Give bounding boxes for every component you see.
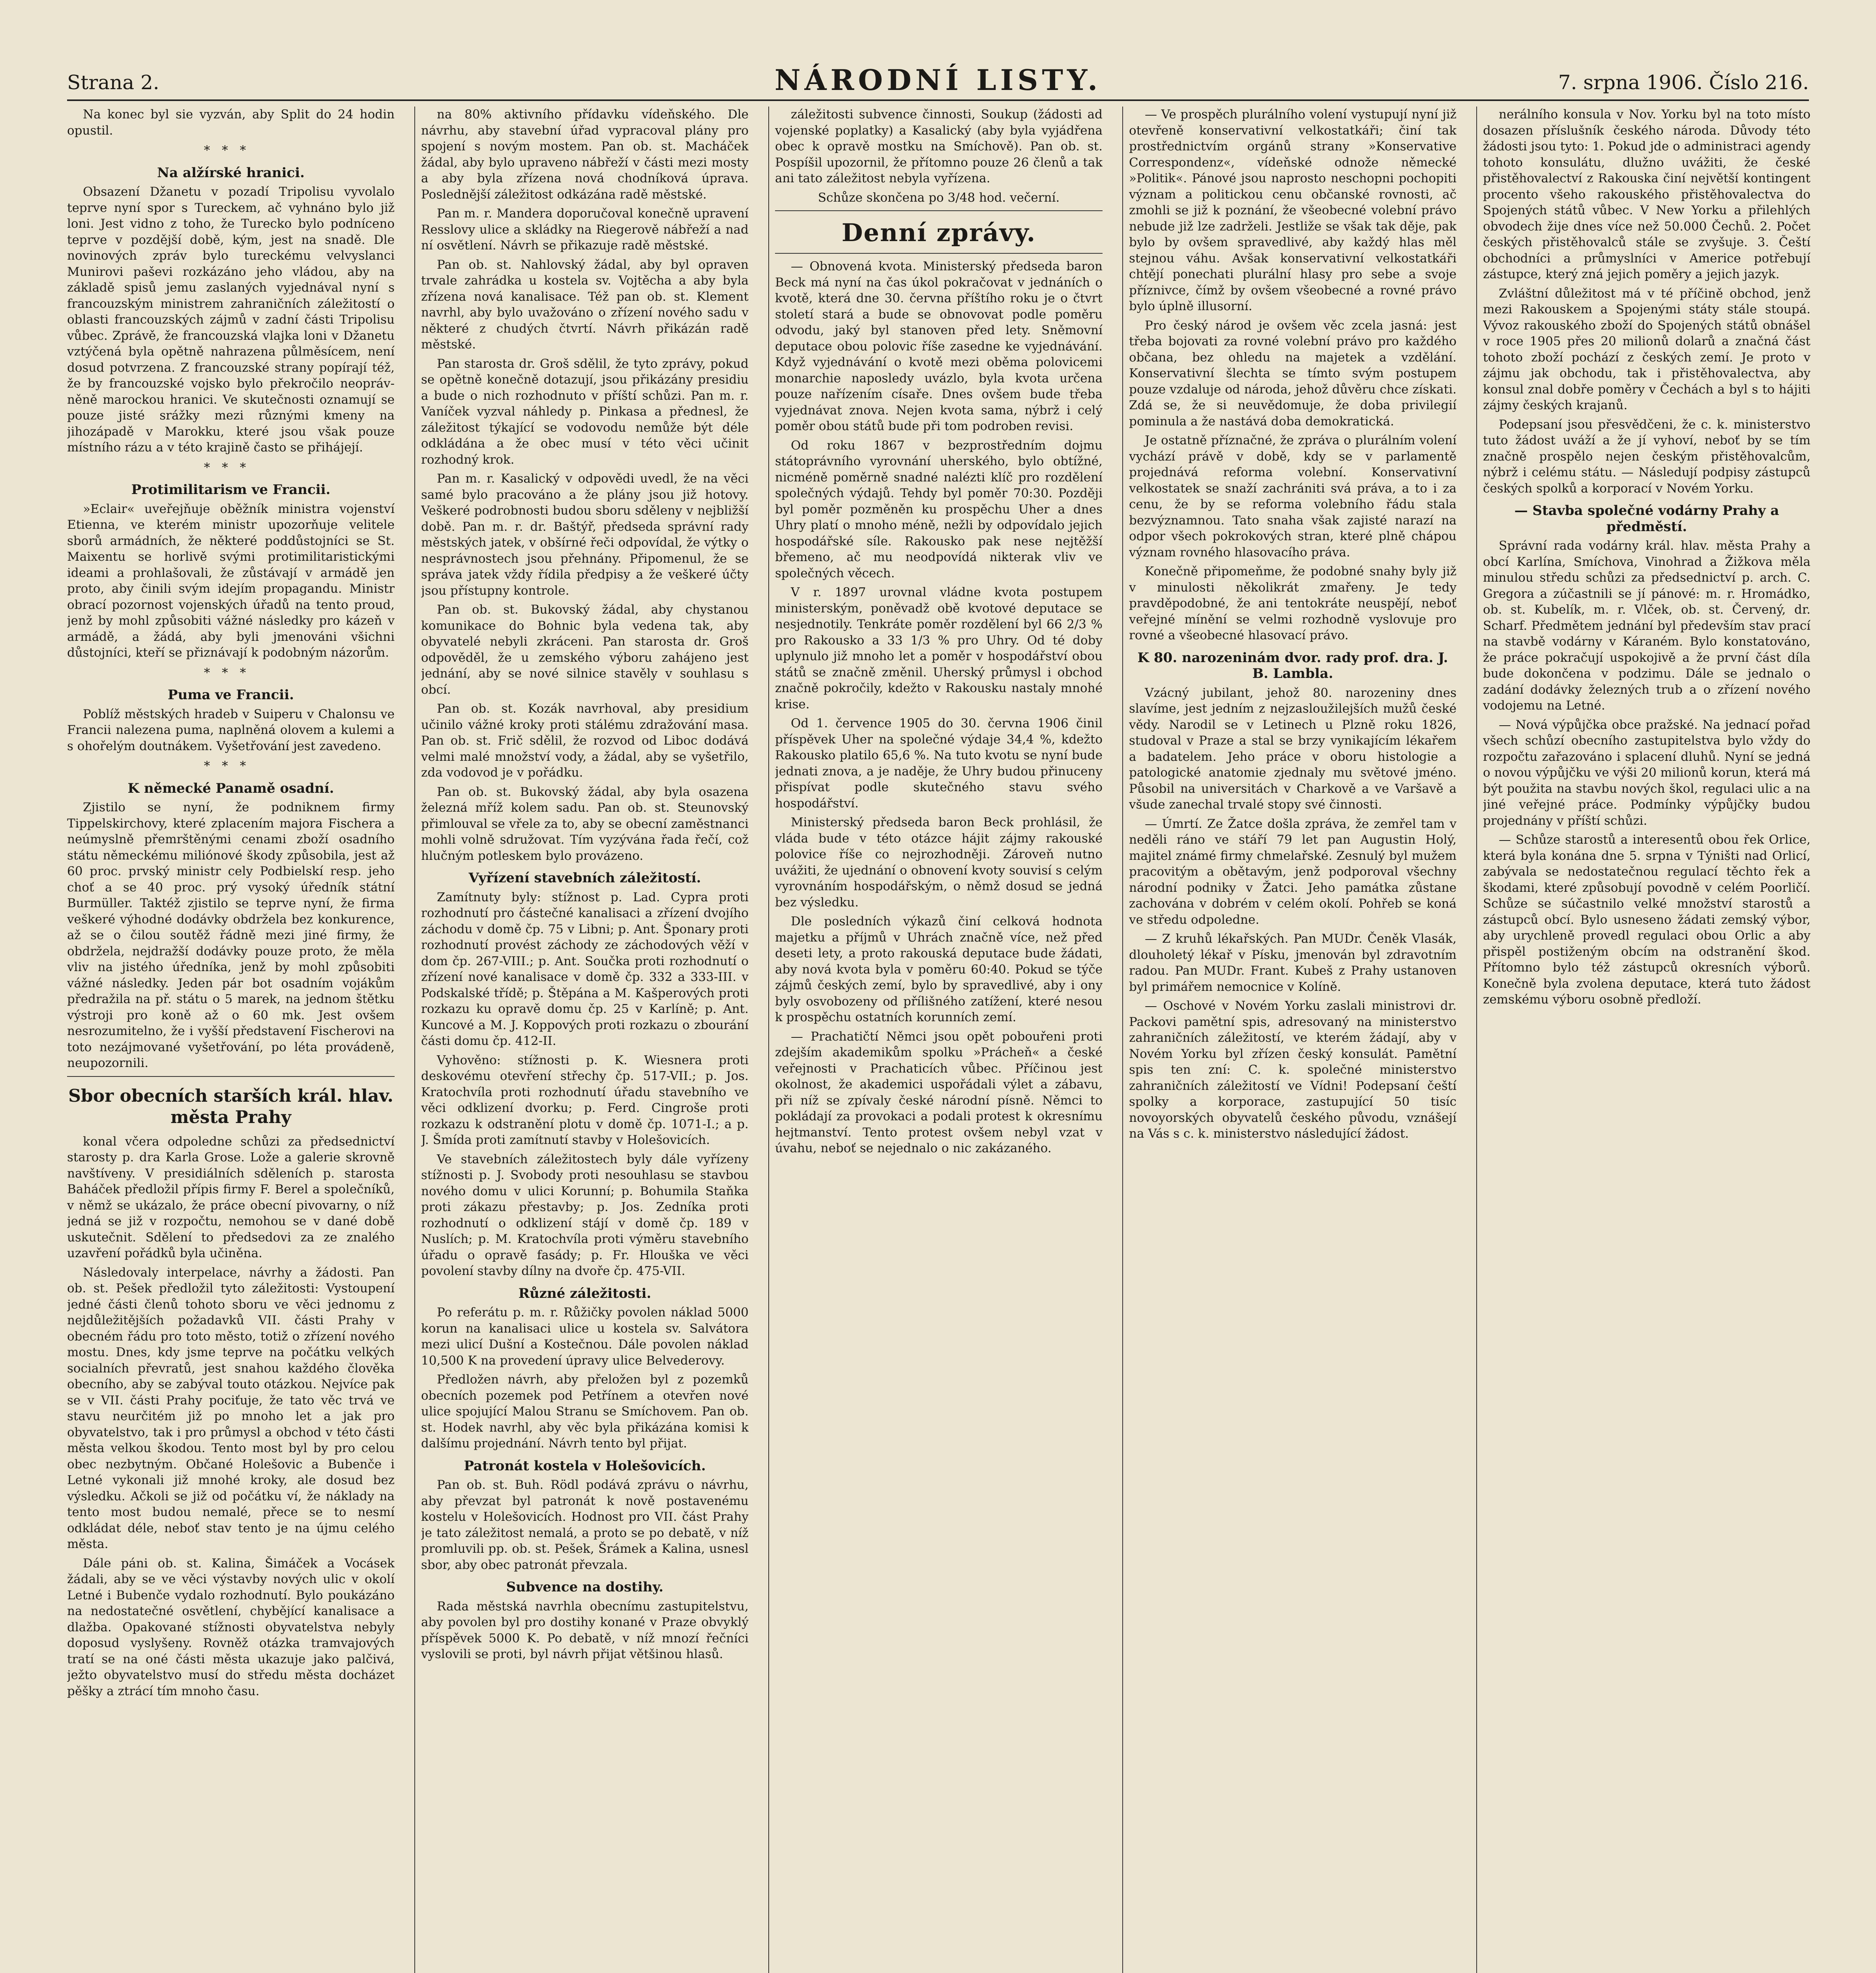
column-4: [1129, 107, 1457, 1973]
paragraph: Pan ob. st. Kozák navrhoval, aby presidium učinilo vážné kroky proti stálému zdražování masa. Pan ob. st. Frič sdělil, že rozvod od Liboc dodává velmi malé množství vody, a žádal, aby se vyšetřilo, zda vodovod je v pořádku.: [421, 702, 749, 780]
paragraph: »Eclair« uveřejňuje oběžník ministra vojenství Etienna, ve kterém ministr upozorňuje velitele sborů armádních, že některé poddůstojníci se St. Maixentu se horlivě svými protimilitaristickými ideami a prohlašovali, že zůstávají v armádě jen proto, aby činili svým idejím propagandu. Ministr obrací pozornost vojenských úřadů na tento proud, jenž by mohl způsobiti vážné následky pro kázeň v armádě, a žádá, aby byli jmenováni všichni důstojníci, kteří se přiznávají k podobným názorům.: [67, 502, 395, 660]
paragraph: Zvláštní důležitost má v té příčině obchod, jenž mezi Rakouskem a Spojenými státy stále stoupá. Vývoz rakouského zboží do Spojených států obnášel v roce 1905 přes 20 milionů dolarů a značná část tohoto zboží pochází z českých zemí. Je proto v zájmu jak obchodu, tak i přistěhovalectva, aby konsul znal dobře poměry v Čechách a byl s to hájiti zájmy českých krajanů.: [1483, 286, 1810, 412]
paragraph: — Nová výpůjčka obce pražské. Na jednací pořad všech schůzí obecního zastupitelstva bylo vždy do rozpočtu zařazováno i splacení dluhů. Nyní se jedná o novou výpůjčku ve výši 20 milionů korun, která má být použita na stavbu nových škol, regulaci ulic a na jiné veřejné práce. Podmínky výpůjčky budou projednány v příští schůzi.: [1483, 717, 1810, 828]
paragraph: Pan m. r. Mandera doporučoval konečně upravení Resslovy ulice a skládky na Riegerově nábřeží a nad ní osvětlení. Návrh se přikazuje radě městské.: [421, 206, 749, 253]
article-columns: [67, 107, 1811, 1973]
paragraph: Na konec byl sie vyzván, aby Split do 24 hodin opustil.: [67, 107, 395, 138]
separator-stars: ***: [204, 759, 258, 773]
paragraph: na 80% aktivního přídavku vídeňského. Dle návrhu, aby stavební úřad vypracoval plány pro spojení s novým mostem. Pan ob. st. Macháček žádal, aby bylo upraveno nábřeží v části mezi mosty a aby byla zřízena nová chodníková úprava. Poslednější záležitost odkázána radě městské.: [421, 107, 749, 202]
headline: Různé záležitosti.: [518, 1285, 652, 1301]
page-number: Strana 2.: [67, 71, 159, 94]
column-5: [1483, 107, 1810, 1973]
paragraph: Je ostatně příznačné, že zpráva o plurálním volení vychází právě v době, kdy se v parlamentě projednává reforma volební. Konservativní velkostatek se snaží zachrániti svá práva, a to i za cenu, že by se reforma volebního řádu stala bezvýznamnou. Tato snaha však zajisté narazí na odpor všech pokrokových stran, které plně chápou význam rovného hlasovacího práva.: [1129, 433, 1457, 560]
paragraph: — Prachatičtí Němci jsou opět pobouřeni proti zdejším akademikům spolku »Prácheň« a české veřejnosti v Prachaticích vůbec. Příčinou jest okolnost, že akademici uspořádali výlet a zábavu, při níž se zpívaly české národní písně. Němci to pokládají za provokaci a podali protest k okresnímu hejtmanství. Tento protest ovšem nebyl vzat v úvahu, neboť se nejednalo o nic zakázaného.: [775, 1029, 1103, 1155]
paragraph: — Oschové v Novém Yorku zaslali ministrovi dr. Packovi pamětní spis, adresovaný na ministerstvo zahraničních záležitostí, ve kterém žádají, aby v Novém Yorku byl zřízen český konsulát. Pamětní spis ten zní: C. k. společné ministerstvo zahraničních záležitostí ve Vídni! Podepsaní čeští spolky a korporace, zastupující 50 tisíc novoyorských obyvatelů českého původu, vznášejí na Vás s c. k. ministerstvo následující žádost.: [1129, 999, 1457, 1141]
paragraph: Dle posledních výkazů činí celková hodnota majetku a příjmů v Uhrách značně více, než před deseti lety, a proto rakouská deputace bude žádati, aby nová kvota byla v poměru 60:40. Pokud se týče zájmů českých zemí, bylo by spravedlivé, aby i ony byly osvobozeny od přílišného zatížení, které nesou k prospěchu ostatních korunních zemí.: [775, 914, 1103, 1024]
headline: Protimilitarism ve Francii.: [131, 482, 331, 498]
header-rule: [67, 99, 1809, 101]
column-divider: [1122, 107, 1123, 1973]
column-1: [67, 107, 395, 1973]
newspaper-title: NÁRODNÍ LISTY.: [774, 63, 1102, 97]
paragraph: Pan starosta dr. Groš sdělil, že tyto zprávy, pokud se opětně konečně dotazují, jsou přikázány presidiu a bude o nich rozhodnuto v příští schůzi. Pan m. r. Vaníček vyzval náhledy p. Pinkasa a přednesl, že záležitost týkající se vodovodu nemůže být déle odkládána a že obec musí v této věci učinit rozhodný krok.: [421, 356, 749, 467]
paragraph: Pan ob. st. Nahlovský žádal, aby byl opraven trvale zahrádka u kostela sv. Vojtěcha a aby byla zřízena nová kanalisace. Též pan ob. st. Klement navrhl, aby bylo uvažováno o zřízení nového sadu v některé z chudých čtvrtí. Návrh přikázán radě městské.: [421, 257, 749, 352]
headline: K 80. narozeninám dvor. rady prof. dra. J. B. Lambla.: [1137, 650, 1448, 681]
paragraph: — Obnovená kvota. Ministerský předseda baron Beck má nyní na čas úkol pokračovat v jednáních o kvotě, která dne 30. června příštího roku je o čtvrt století stará a bude se obnovovat podle poměru odvodu, jaký byl stanoven před lety. Sněmovní deputace obou polovic říše zasedne ke vyjednávání. Když vyjednávání o kvotě mezi oběma polovicemi monarchie naposledy uvázlo, byla kvota určena pouze nařízením císaře. Dnes ovšem bude třeba vyjednávat znova. Nejen kvota sama, nýbrž i celý poměr obou států bude při tom podroben revisi.: [775, 259, 1103, 433]
headline: — Stavba společné vodárny Prahy a předměstí.: [1514, 503, 1779, 535]
column-2: [421, 107, 749, 1973]
paragraph: konal včera odpoledne schůzi za předsednictví starosty p. dra Karla Grose. Lože a galerie skrovně navštíveny. V presidiálních sděleních p. starosta Baháček předložil přípis firmy F. Berel a společníků, v němž se ukázalo, že práce obecní pivovarny, o níž jedná se již v rozpočtu, nemohou se v dané době uskutečnit. Sdělení to předsedovi za ze znalého uzavření pořádků byla učiněna.: [67, 1134, 395, 1260]
paragraph: Vyhověno: stížnosti p. K. Wiesnera proti deskovému otevření střechy čp. 517-VII.; p. Jos. Kratochvíla proti rozhodnutí úřadu stavebního ve věci odklizení dvorku; p. Ferd. Cingroše proti rozkazu k odstranění plotu v domě čp. 1071-I.; a p. J. Šmída proti zamítnutí stavby v Holešovicích.: [421, 1053, 749, 1147]
divider: [775, 210, 1103, 211]
paragraph: — Schůze starostů a interesentů obou řek Orlice, která byla konána dne 5. srpna v Týništi nad Orlicí, zabývala se nedostatečnou regulací těchto řek a škodami, které způsobují povodně v celém Poorličí. Schůze se súčastnilo velké množství starostů a zástupců obcí. Bylo usneseno žádati zemský výbor, aby urychleně provedl regulaci obou Orlic a aby přispěl postiženým obcím na odstranění škod. Přítomno bylo též zástupců okresních výborů. Konečně byla zvolena deputace, která tuto žádost zemskému výboru osobně předloží.: [1483, 833, 1810, 1007]
paragraph: Pan ob. st. Buh. Rödl podává zprávu o návrhu, aby převzat byl patronát k nově postavenému kostelu v Holešovicích. Hodnost pro VII. část Prahy je tato záležitost nemalá, a proto se po debatě, v níž promluvili pp. ob. st. Pešek, Šrámek a Kalina, usnesl sbor, aby obec patronát převzala.: [421, 1478, 749, 1572]
column-divider: [768, 107, 769, 1973]
headline: Na alžírské hranici.: [157, 165, 305, 181]
divider: [775, 253, 1103, 254]
paragraph: Po referátu p. m. r. Růžičky povolen náklad 5000 korun na kanalisaci ulice u kostela sv. Salvátora mezi ulicí Dušní a Kostečnou. Dále povolen náklad 10,500 K na provedení úpravy ulice Belvederovy.: [421, 1305, 749, 1368]
column-divider: [414, 107, 415, 1973]
section-headline: Sbor obecních starších král. hlav. města Prahy: [68, 1086, 393, 1127]
paragraph: Správní rada vodárny král. hlav. města Prahy a obcí Karlína, Smíchova, Vinohrad a Žižkova měla minulou středu schůzi za předsednictví p. arch. C. Gregora a zúčastnili se jí pánové: m. r. Hromádko, ob. st. Kubelík, m. r. Vlček, ob. st. Červený, dr. Scharf. Předmětem jednání byl především stav prací na stavbě vodárny v Káraném. Bylo konstatováno, že práce pokračují uspokojivě a že první část díla bude dokončena v podzimu. Dále se jednalo o zadání dodávky železných trub a o zřízení nového vodojemu na Letné.: [1483, 539, 1810, 713]
paragraph: Pan m. r. Kasalický v odpovědi uvedl, že na věci samé bylo pracováno a že plány jsou již hotovy. Veškeré podrobnosti budou sboru sděleny v nejbližší době. Pan m. r. dr. Baštýř, předseda správní rady městských jatek, v obšírné řeči odpovídal, že výtky o nesprávnostech jsou přehnány. Připomenul, že se správa jatek vždy řídila předpisy a že veškeré účty jsou přístupny kontrole.: [421, 472, 749, 598]
divider: [67, 1076, 395, 1077]
headline: Puma ve Francii.: [168, 687, 294, 703]
paragraph: nerálního konsula v Nov. Yorku byl na toto místo dosazen příslušník českého národa. Důvody této žádosti jsou tyto: 1. Pokud jde o administraci agendy tohoto konsulátu, dlužno uvážiti, že české přistěhovalectví z Rakouska činí největší kontingent procento všeho rakouského přistěhovalectva do Spojených států vůbec. V New Yorku a přilehlých obvodech žije dnes více než 50.000 Čechů. 2. Počet českých přistěhovalců stále se zvyšuje. 3. Čeští obchodníci a průmyslníci v Americe potřebují zástupce, který zná jejich poměry a jejich jazyk.: [1483, 107, 1810, 281]
headline: K německé Panamě osadní.: [127, 780, 334, 796]
paragraph: Zjistilo se nyní, že podniknem firmy Tippelskirchovy, které zplacením majora Fischera a neúmyslně přemrštěnými cenami zboží osadního státu německému miliónové škody způsobila, jest až 60 proc. prvský ministr cely Podbielskí resp. jeho choť a se 40 proc. prý vysoký úředník státní Burmüller. Taktéž zjistilo se teprve nyní, že firma veškeré výhodné dodávky obdržela bez konkurence, až se o čilou soutěž řádně mezi jiné firmy, že obdržela, nejdražší dodávky pouze proto, že měla vliv na jistého úředníka, jenž by mohl způsobiti vážné následky. Jeden pár bot osadním vojákům předražila na př. státu o 5 marek, na jednom štětku výstroji pro koně až o 60 mk. Jest ovšem nesrozumitelno, že i vyšší představení Fischerovi na toto nezájmované vyšetřování, po léta provádeně, neupozornili.: [67, 800, 395, 1070]
masthead: [67, 63, 1809, 99]
paragraph: Zamítnuty byly: stížnost p. Lad. Cypra proti rozhodnutí pro částečné kanalisaci a zřízení dvojího záchodu v domě čp. 75 v Libni; p. Ant. Šponary proti rozhodnutí provést záchody ze záchodových věží v dom čp. 267-VIII.; p. Ant. Součka proti rozhodnutí o zřízení nové kanalisace v domě čp. 332 a 333-III. v Podskalské třídě; p. Štěpána a M. Kašperových proti rozkazu ku opravě domu čp. 25 v Karlíně; p. Ant. Kuncové a M. J. Koppových proti rozkazu o zbourání části domu čp. 412-II.: [421, 890, 749, 1048]
paragraph: Pan ob. st. Bukovský žádal, aby chystanou komunikace do Bohnic byla vedena tak, aby obyvatelé nebyli zkráceni. Pan starosta dr. Groš odpověděl, že u zemského výboru zahájeno jest jednání, aby se nové silnice stavěly v souhlasu s obcí.: [421, 603, 749, 697]
separator-stars: ***: [204, 665, 258, 680]
paragraph: Schůze skončena po 3/48 hod. večerní.: [818, 190, 1060, 205]
headline: Vyřízení stavebních záležitostí.: [468, 870, 701, 886]
paragraph: Pan ob. st. Bukovský žádal, aby byla osazena železná mříž kolem sadu. Pan ob. st. Steunovský přimlouval se vřele za to, aby se obecní zaměstnanci mohli volně sdružovat. Tím vyzývána řada řečí, což hlučným potleskem bylo provázeno.: [421, 784, 749, 863]
paragraph: Předložen návrh, aby přeložen byl z pozemků obecních pozemek pod Petřínem a otevřen nové ulice spojující Malou Stranu se Smíchovem. Pan ob. st. Hodek navrhl, aby věc byla přikázána komisi k dalšímu projednání. Návrh tento byl přijat.: [421, 1372, 749, 1451]
paragraph: — Z kruhů lékařských. Pan MUDr. Čeněk Vlasák, dlouholetý lékař v Písku, jmenován byl zdravotním radou. Pan MUDr. Frant. Kubeš z Prahy ustanoven byl primářem nemocnice v Kolíně.: [1129, 932, 1457, 994]
paragraph: Vzácný jubilant, jehož 80. narozeniny dnes slavíme, jest jedním z nejzasloužilejších mužů české vědy. Narodil se v Letinech u Plzně roku 1826, studoval v Praze a stal se brzy vynikajícím lékařem a badatelem. Jeho práce v oboru histologie a patologické anatomie zjednaly mu světové jméno. Působil na universitách v Charkově a ve Varšavě a všude zanechal trvalé stopy své činnosti.: [1129, 685, 1457, 812]
paragraph: Ministerský předseda baron Beck prohlásil, že vláda bude v této otázce hájit zájmy rakouské polovice říše co nejrozhodněji. Zároveň nutno uvážiti, že ujednání o obnovení kvoty souvisí s celým vyrovnáním hospodářským, o němž dosud se jedná bez výsledku.: [775, 815, 1103, 910]
paragraph: záležitosti subvence činnosti, Soukup (žádosti ad vojenské poplatky) a Kasalický (aby byla vyjádřena obec k opravě mostku na Smíchově). Pan ob. st. Pospíšil upozornil, že přítomno pouze 26 členů a tak ani tato záležitost nebyla vyřízena.: [775, 107, 1103, 185]
paragraph: Dále páni ob. st. Kalina, Šimáček a Vocásek žádali, aby se ve věci výstavby nových ulic v okolí Letné i Bubenče vydalo rozhodnutí. Bylo poukázáno na nedostatečné osvětlení, chybějící kanalisace a dlažba. Opakované stížnosti obyvatelstva nebyly doposud vyslyšeny. Rovněž otázka tramvajových tratí se na oné části města ukazuje jako palčivá, ježto obyvatelstvo musí do středu města docházet pěšky a ztrácí tím mnoho času.: [67, 1556, 395, 1698]
paragraph: — Ve prospěch plurálního volení vystupují nyní již otevřeně konservativní velkostatkáři; činí tak prostřednictvím orgánů strany »Konservative Correspondenz«, vídeňské odnože německé »Politik«. Pánové jsou naprosto neschopni pochopiti význam a politickou cenu občanské rovnosti, ač zmohli se již k poznání, že všeobecné volební právo nebude již lze zadrželi. Jestliže se však tak děje, pak bylo by ovšem spravedlivé, aby každý hlas měl stejnou váhu. Avšak konservativní velkostatkáři chtějí ponechati plurální hlasy pro sebe a svoje příznivce, čímž by ovšem všeobecné a rovné právo bylo úplně illusorní.: [1129, 107, 1457, 313]
paragraph: Rada městská navrhla obecnímu zastupitelstvu, aby povolen byl pro dostihy konané v Praze obvyklý příspěvek 5000 K. Po debatě, v níž mnozí řečníci vyslovili se proti, byl návrh přijat většinou hlasů.: [421, 1599, 749, 1661]
section-title: Denní zprávy.: [841, 218, 1036, 247]
paragraph: Podepsaní jsou přesvědčeni, že c. k. ministerstvo tuto žádost uváží a že jí vyhoví, neboť by se tím značně prospělo nejen českým přistěhovalcům, nýbrž i celému státu. — Následují podpisy zástupců českých spolků a korporací v Novém Yorku.: [1483, 417, 1810, 496]
separator-stars: ***: [204, 460, 258, 475]
paragraph: Ve stavebních záležitostech byly dále vyřízeny stížnosti p. J. Svobody proti nesouhlasu se stavbou nového domu v ulici Korunní; p. Bohumila Staňka proti zákazu přestavby; p. Jos. Zedníka proti rozhodnutí o odklizení stájí v domě čp. 189 v Nuslích; p. M. Kratochvíla proti výměru stavebního úřadu o opravě fasády; p. Fr. Hlouška ve věci povolení stavby dílny na dvoře čp. 475-VII.: [421, 1152, 749, 1278]
paragraph: V r. 1897 urovnal vládne kvota postupem ministerským, poněvadž obě kvotové deputace se nesjednotily. Tenkráte poměr rozdělení byl 66 2/3 % pro Rakousko a 33 1/3 % pro Uhry. Od té doby uplynulo již mnoho let a poměr v hospodářství obou států se značně změnil. Uherský průmysl i obchod značně pokročily, kdežto v Rakousku nastaly mnohé krise.: [775, 585, 1103, 711]
separator-stars: ***: [204, 143, 258, 157]
headline: Patronát kostela v Holešovicích.: [464, 1458, 706, 1474]
column-divider: [1476, 107, 1477, 1973]
paragraph: Poblíž městských hradeb v Suiperu v Chalonsu ve Francii nalezena puma, naplněná olovem a kulemi a s ohořelým doutnákem. Vyšetřování jest zavedeno.: [67, 707, 395, 753]
paragraph: — Úmrtí. Ze Žatce došla zpráva, že zemřel tam v neděli ráno ve stáří 79 let pan Augustin Holý, majitel známé firmy chmelařské. Zesnulý byl mužem pracovitým a obětavým, jenž podporoval všechny národní podniky v Žatci. Jeho památka zůstane zachována v dobrém v celém okolí. Pohřeb se koná ve středu odpoledne.: [1129, 816, 1457, 927]
paragraph: Od roku 1867 v bezprostředním dojmu státoprávního vyrovnání uherského, bylo obtížné, nicméně poměrně snadné nalézti klíč pro rozdělení společných výdajů. Tehdy byl poměr 70:30. Později byl poměr pozměněn ku prospěchu Uher a dnes Uhry platí o mnoho méně, nežli by odpovídalo jejich hospodářské síle. Rakousko pak nese nejtěžší břemeno, ač mu neodpovídá nikterak vliv ve společných věcech.: [775, 438, 1103, 580]
paragraph: Konečně připomeňme, že podobné snahy byly již v minulosti několikrát zmařeny. Je tedy pravděpodobné, že ani tentokráte neuspějí, neboť veřejné mínění se velmi rozhodně vyslovuje pro rovné a všeobecné hlasovací právo.: [1129, 564, 1457, 642]
paragraph: Pro český národ je ovšem věc zcela jasná: jest třeba bojovati za rovné volební právo pro každého občana, bez ohledu na majetek a vzdělání. Konservativní šlechta se tímto svým postupem pouze vzdaluje od národa, jehož důvěru chce získati. Zdá se, že si neuvědomuje, že doba privilegií pominula a že nastává doba demokratická.: [1129, 318, 1457, 429]
paragraph: Od 1. července 1905 do 30. června 1906 činil příspěvek Uher na společné výdaje 34,4 %, kdežto Rakousko platilo 65,6 %. Na tuto kvotu se nyní bude jednati znova, a je naděje, že Uhry budou přinuceny přispívat podle skutečného stavu svého hospodářství.: [775, 716, 1103, 811]
issue-date: 7. srpna 1906. Číslo 216.: [1558, 71, 1809, 94]
paragraph: Obsazení Džanetu v pozadí Tripolisu vyvolalo teprve nyní spor s Tureckem, ač vyhnáno bylo již loni. Jest vidno z toho, že Turecko bylo podníceno teprve v pozdější době, kým, jest na snadě. Dle novinových zpráv bylo tureckému velvyslanci Munirovi paševi rozkázáno jeho vládou, aby na základě spisů jemu zaslaných vyjednával nyní s francouzským ministrem zahraničních záležitostí o oblasti francouzských zájmů v zadní části Tripolisu vůbec. Zprávě, že francouzská vlajka loni v Džanetu vztýčená byla opětně nahrazena půlměsícem, není dosud potvrzena. Z francouzské strany popírají též, že by francouzské vojsko bylo překročilo neoprávněně marockou hranici. Ve skutečnosti oznamují se pouze jisté srážky mezi různými kmeny na jihozápadě v Marokku, které jsou však pouze místního rázu a v této krajině často se přihájejí.: [67, 185, 395, 455]
headline: Subvence na dostihy.: [506, 1579, 664, 1595]
column-3: [775, 107, 1103, 1973]
paragraph: Následovaly interpelace, návrhy a žádosti. Pan ob. st. Pešek předložil tyto záležitosti: Vystoupení jedné části členů tohoto sboru ve věci jednomu z nejdůležitějších požadavků VII. části Prahy v obecném řádu pro toto město, totiž o zřízení nového mostu. Dnes, kdy jsme teprve na počátku velkých socialních převratů, jest snahou každého člověka obecního, aby se zabýval touto otázkou. Nejvíce pak se v VII. části Prahy pociťuje, že tato věc trvá ve stavu neurčitém již po mnoho let a jak pro obyvatelstvo, tak i pro průmysl a obchod v této části města velkou škodou. Tento most byl by pro celou obec nezbytným. Občané Holešovic a Bubenče i Letné vykonali již mnohé kroky, ale dosud bez výsledku. Ačkoli se již od počátku ví, že náklady na tento most budou nemalé, přece se to nesmí odkládat déle, neboť stav tento je na újmu celého města.: [67, 1265, 395, 1551]
